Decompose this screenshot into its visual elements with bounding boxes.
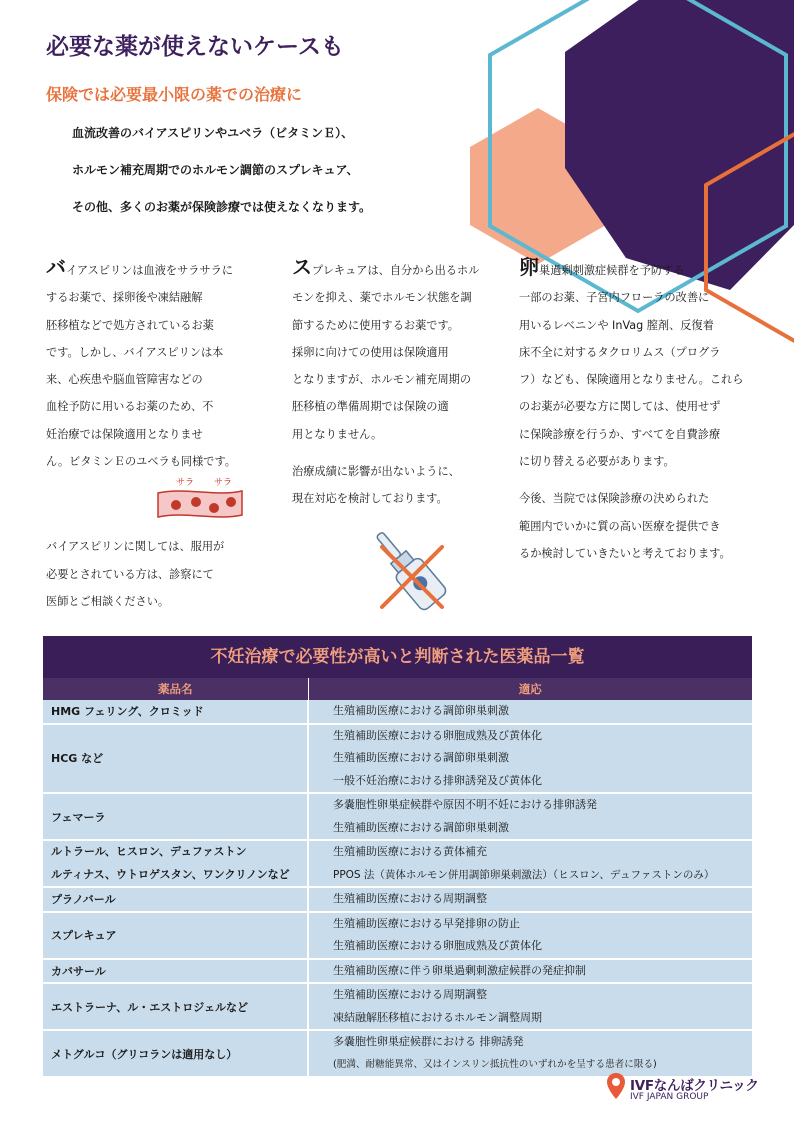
text-line: 現在対応を検討しております。 [292,492,448,506]
text-line: 血栓予防に用いるお薬のため、不 [46,400,214,414]
drug-name: スプレキュア [43,912,308,959]
text-line: モンを抑え、薬でホルモン状態を調 [292,291,472,305]
text-line: プレキュアは、自分から出るホル [312,264,480,277]
intro-line: ホルモン補充周期でのホルモン調節のスプレキュア、 [72,163,359,177]
text-line: のお薬が必要な方に関しては、使用せず [519,400,721,414]
indication: 生殖補助医療における早発排卵の防止 [333,916,520,930]
drop-cap: 卵 [519,255,539,279]
text-line: バイアスピリンに関しては、服用が [46,540,225,554]
drop-cap: バ [46,255,66,279]
text-line: に保険診療を行うか、すべてを自費診療 [519,427,721,441]
text-line: 妊治療では保険適用となりませ [46,427,203,441]
text-line: るか検討していきたいと考えております。 [519,546,731,560]
text-line: 必要とされている方は、診察にて [46,567,214,581]
text-line: となりますが、ホルモン補充周期の [292,373,472,387]
indication-cell [308,983,752,1030]
ovary-column [519,257,759,567]
drug-name: HCG など [43,724,308,794]
indication-cell [308,1030,752,1077]
indication: 生殖補助医療における黄体補充 [333,845,487,858]
text-line: 巣過剰刺激症候群を予防する [539,264,685,277]
blood-vessel-illustration [46,475,246,533]
indication: 多嚢胞性卵巣症候群や原因不明不妊における排卵誘発 [333,798,597,811]
indication-cell [308,700,752,724]
drug-name: ルティナス、ウトロゲスタン、ワンクリノンなど [51,867,290,881]
table-row [43,1030,752,1077]
page-title: 必要な薬が使えないケースも [46,34,344,60]
table-title: 不妊治療で必要性が高いと判断された医薬品一覧 [43,636,752,678]
text-line: 一部のお薬、子宮内フローラの改善に [519,291,710,305]
logo-text: IVFなんばクリニック [630,1078,759,1094]
text-line: するお薬で、採卵後や凍結融解 [46,291,203,305]
indication-cell [308,912,752,959]
column-header-name: 薬品名 [43,678,308,700]
indication: 生殖補助医療における卵胞成熟及び黄体化 [333,728,542,742]
indication: 多嚢胞性卵巣症候群における 排卵誘発 [333,1035,524,1048]
indication: 生殖補助医療における周期調整 [333,988,487,1001]
text-line: 用となりません。 [292,427,383,441]
column-header-indication: 適応 [308,678,752,700]
suprecur-column [292,257,492,619]
text-line: です。しかし、バイアスピリンは本 [46,345,224,359]
text-line: 医師とご相談ください。 [46,594,170,608]
drug-name: ルトラール、ヒスロン、デュファストン [51,845,247,858]
text-line: 床不全に対するタクロリムス（プログラ [519,345,721,359]
text-line: 用いるレベニンや InVag 膣剤、反復着 [519,318,714,332]
indication-cell [308,724,752,794]
intro-line: その他、多くのお薬が保険診療では使えなくなります。 [72,200,372,214]
text-line: ん。ビタミンＥのユベラも同様です。 [46,455,236,469]
text-line: 範囲内でいかに質の高い医療を提供でき [519,519,721,533]
indication: PPOS 法（黄体ホルモン併用調節卵巣刺激法）（ヒスロン、デュファストンのみ） [333,868,715,881]
indication: 生殖補助医療における調節卵巣刺激 [333,751,509,764]
medicine-table [43,636,752,1078]
table-row [43,912,752,959]
drop-cap: ス [292,255,312,279]
text-line: 胚移植などで処方されているお薬 [46,318,214,332]
table-row [43,887,752,912]
text-line: 胚移植の準備周期では保険の適 [292,400,449,414]
aspirin-column [46,257,246,615]
indication: 生殖補助医療における周期調整 [333,892,487,905]
text-line: に切り替える必要があります。 [519,455,675,469]
text-line: 節するために使用するお薬です。 [292,318,459,332]
table-row [43,840,752,887]
indication: 生殖補助医療における調節卵巣刺激 [333,704,509,717]
intro-line: 血流改善のバイアスピリンやユベラ（ビタミンＥ）、 [72,126,354,140]
indication: 生殖補助医療における調節卵巣刺激 [333,820,509,834]
text-line: 今後、当院では保険診療の決められた [519,492,710,506]
table-row [43,983,752,1030]
nasal-spray-prohibited-illustration [292,519,492,619]
drug-name: エストラーナ、ル・エストロジェルなど [43,983,308,1030]
text-line: 採卵に向けての使用は保険適用 [292,345,449,359]
purple-hexagon [565,0,794,290]
table-row [43,724,752,794]
indication: 凍結融解胚移植におけるホルモン調整周期 [333,1010,542,1024]
table-row [43,959,752,984]
drug-name: HMG フェリング、クロミッド [43,700,308,724]
text-line: 来、心疾患や脳血管障害などの [46,373,203,387]
indication-cell [308,840,752,887]
text-line: フ）なども、保険適用となりません。これら [519,373,744,387]
page-subtitle: 保険では必要最小限の薬での治療に [46,85,303,104]
indication-note: (肥満、耐糖能異常、又はインスリン抵抗性のいずれかを呈する患者に限る) [333,1058,657,1070]
clinic-logo [606,1072,759,1104]
drug-name: カバサール [43,959,308,984]
sara-label: サラ [176,478,195,489]
indication: 生殖補助医療に伴う卵巣過剰刺激症候群の発症抑制 [333,963,586,977]
drug-name-cell [43,840,308,887]
indication: 生殖補助医療における卵胞成熟及び黄体化 [333,939,542,952]
drug-name: プラノバール [43,887,308,912]
table-row [43,793,752,840]
drug-name: フェマーラ [43,793,308,840]
indication: 一般不妊治療における排卵誘発及び黄体化 [333,773,542,787]
location-pin-icon [606,1072,626,1100]
sara-label: サラ [214,478,233,489]
logo-subtext: IVF JAPAN GROUP [630,1092,709,1102]
text-line: イアスピリンは血液をサラサラに [66,264,234,277]
intro-list [72,122,371,233]
drug-name: メトグルコ（グリコランは適用なし） [43,1030,308,1077]
text-line: 治療成績に影響が出ないように、 [292,465,460,479]
table-row [43,700,752,724]
indication-cell [308,959,752,984]
indication-cell [308,793,752,840]
indication-cell [308,887,752,912]
